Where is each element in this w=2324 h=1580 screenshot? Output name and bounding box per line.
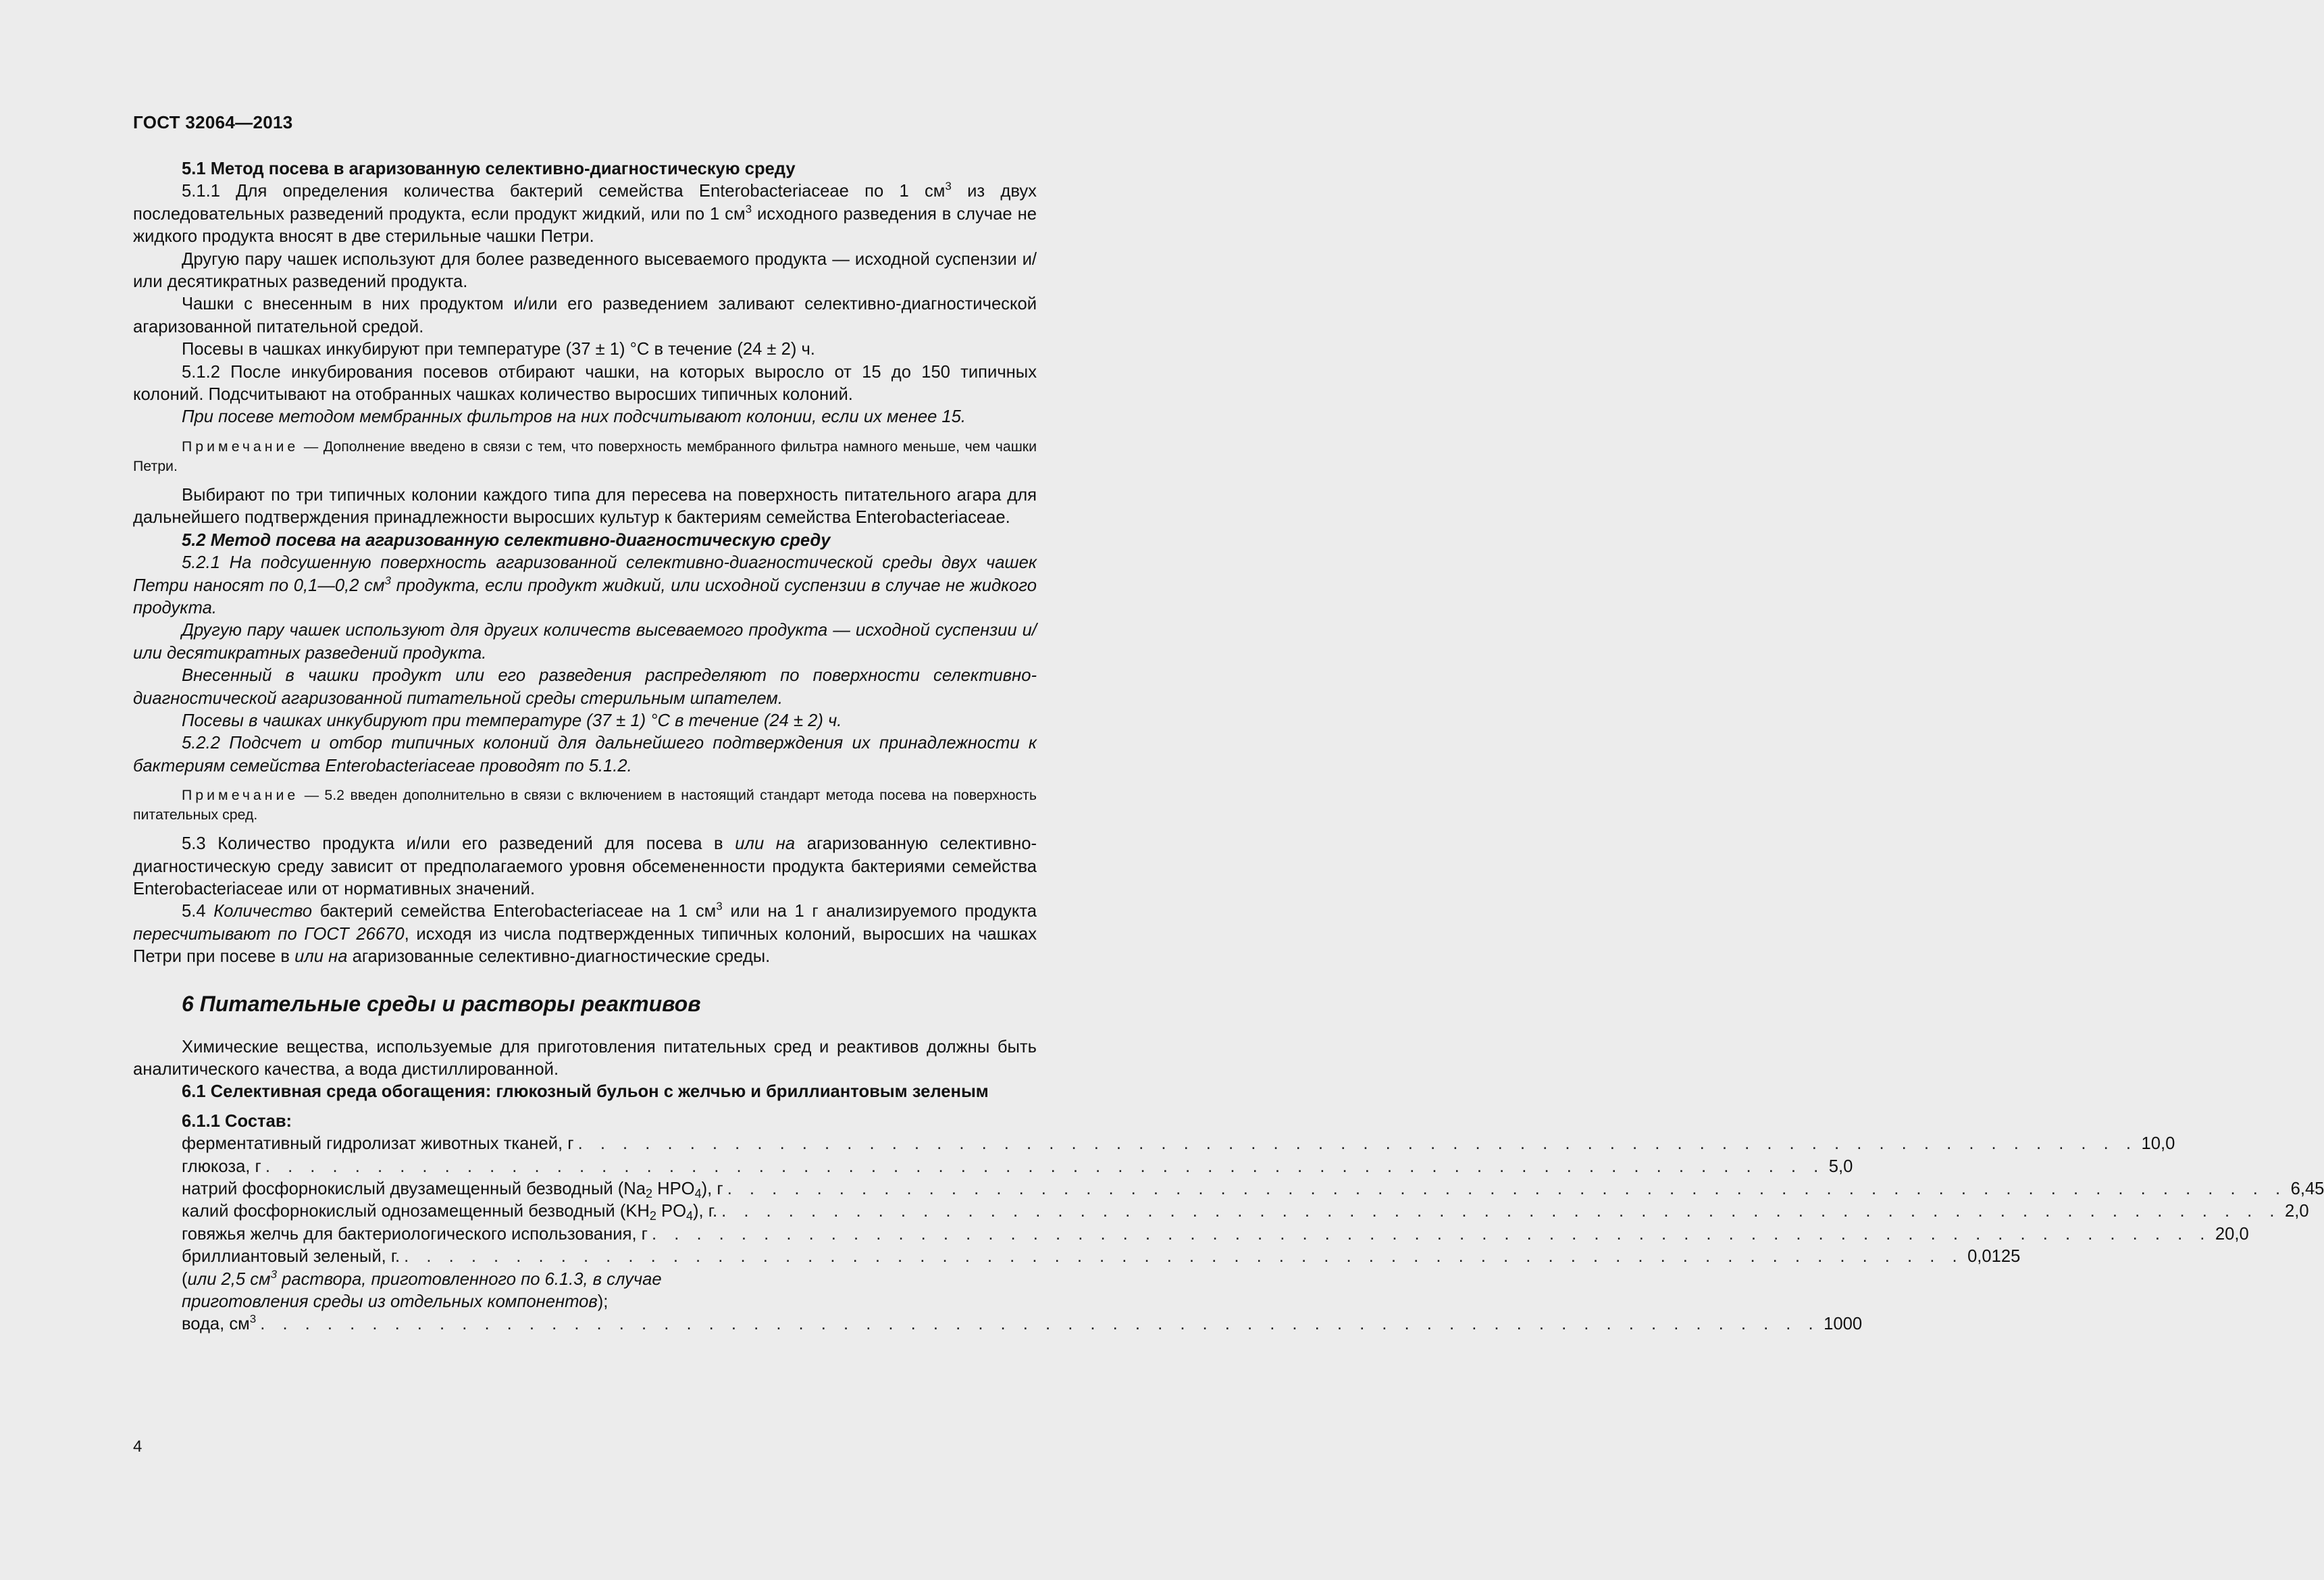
paragraph-5-2-1-c: Внесенный в чашки продукт или его разведения распределяют по поверхности селективно-диагностической агаризованной питательной среды стерильным шпателем. — [133, 666, 1037, 708]
list-item: бриллиантовый зеленый, г. . . . . . . . . . . . . . . . . . . . . . . . . . . . . . . . . . . . . . . . . . . . . . . . . . . . . . . . . . . . . . . . . . . . . . . 0,0125 — [182, 1247, 2021, 1267]
list-note-cont: приготовления среды из отдельных компонентов); — [182, 1292, 609, 1311]
paragraph-5-1-1: 5.1.1 Для определения количества бактерий семейства Enterobacteriaceae по 1 $см^3$ из двух последовательных разведений продукта, если продукт жидкий, или по 1 $см^3$ исходного разведения в случае не жидкого продукта вносят в две стерильные чашки Петри. — [133, 180, 1037, 247]
section-5-1-heading: 5.1 Метод посева в агаризованную селективно-диагностическую среду — [182, 159, 796, 178]
paragraph-5-1-1-d: Посевы в чашках инкубируют при температуре (37 ± 1) °С в течение (24 ± 2) ч. — [182, 340, 815, 359]
paragraph-5-1-2-b: Выбирают по три типичных колонии каждого типа для пересева на поверхность питательного агара для дальнейшего подтверждения принадлежности выросших культур к бактериям семейства Enterobacteriaceae. — [133, 485, 1037, 528]
paragraph-6-intro: Химические вещества, используемые для приготовления питательных сред и реактивов должны быть аналитического качества, а вода дистиллированной. — [133, 1037, 1037, 1079]
note-1: Примечание — Дополнение введено в связи с тем, что поверхность мембранного фильтра намного меньше, чем чашки Петри. — [133, 438, 1037, 474]
list-item: глюкоза, г . . . . . . . . . . . . . . . . . . . . . . . . . . . . . . . . . . . . . . . . . . . . . . . . . . . . . . . . . . . . . . . . . . . . . . 5,0 — [182, 1156, 1853, 1176]
list-item: ферментативный гидролизат животных тканей, г . . . . . . . . . . . . . . . . . . . . . . . . . . . . . . . . . . . . . . . . . . . . . . . . . . . . . . . . . . . . . . . . . . . . . . 10,0 — [182, 1134, 2175, 1154]
document-header: ГОСТ 32064—2013 — [133, 112, 293, 132]
list-item: вода, $см^3$ . . . . . . . . . . . . . . . . . . . . . . . . . . . . . . . . . . . . . . . . . . . . . . . . . . . . . . . . . . . . . . . . . . . . . . 1000 — [182, 1313, 1863, 1334]
document-body — [133, 158, 2324, 1336]
section-6-1-heading: 6.1 Селективная среда обогащения: глюкозный бульон с желчью и бриллиантовым зеленым — [182, 1082, 989, 1102]
list-item: калий фосфорнокислый однозамещенный безводный ($KH_2$ $PO_4$), г. . . . . . . . . . . . . . . . . . . . . . . . . . . . . . . . . . . . . . . . . . . . . . . . . . . . . . . . . . . . . . . . . . . . . . . 2,0 — [182, 1202, 2309, 1223]
note-2: Примечание — 5.2 введен дополнительно в связи с включением в настоящий стандарт метода посева на поверхность питательных сред. — [133, 787, 1037, 823]
section-5-2-heading: 5.2 Метод посева на агаризованную селективно-диагностическую среду — [182, 530, 831, 550]
note-1-label: Примечание — [182, 438, 299, 455]
section-6-heading: 6 Питательные среды и растворы реактивов — [182, 991, 701, 1016]
section-6-1-1-heading: 6.1.1 Состав: — [182, 1111, 292, 1131]
composition-list — [182, 1133, 2324, 1336]
paragraph-5-4: 5.4 Количество бактерий семейства Enterobacteriaceae на 1 $см^3$ или на 1 г анализируемого продукта пересчитывают по ГОСТ 26670, исходя из числа подтвержденных типичных колоний, выросших на чашках Петри при посеве в или на агаризованные селективно-диагностические среды. — [133, 900, 1037, 967]
list-note: (или 2,5 $см^3$ раствора, приготовленного по 6.1.3, в случае — [182, 1267, 662, 1289]
note-2-label: Примечание — [182, 787, 299, 804]
page-number: 4 — [133, 1437, 143, 1456]
list-item: говяжья желчь для бактериологического использования, г . . . . . . . . . . . . . . . . . . . . . . . . . . . . . . . . . . . . . . . . . . . . . . . . . . . . . . . . . . . . . . . . . . . . . . 20,0 — [182, 1224, 2249, 1244]
paragraph-5-1-1-c: Чашки с внесенным в них продуктом и/или его разведением заливают селективно-диагностической агаризованной питательной средой. — [133, 295, 1037, 336]
paragraph-5-1-1-b: Другую пару чашек используют для более разведенного высеваемого продукта — исходной суспензии и/или десятикратных разведений продукта. — [133, 249, 1037, 292]
list-item: натрий фосфорнокислый двузамещенный безводный ($Na_2$ $HPO_4$), г . . . . . . . . . . . . . . . . . . . . . . . . . . . . . . . . . . . . . . . . . . . . . . . . . . . . . . . . . . . . . . . . . . . . . . 6,45 — [182, 1179, 2324, 1200]
paragraph-5-1-2-italic: При посеве методом мембранных фильтров на них подсчитывают колонии, если их менее 15. — [182, 407, 966, 427]
paragraph-5-2-1: 5.2.1 На подсушенную поверхность агаризованной селективно-диагностической среды двух чашек Петри наносят по 0,1—0,2 $см^3$ продукта, если продукт жидкий, или исходной суспензии в случае не жидкого продукта. — [133, 553, 1037, 617]
paragraph-5-1-2: 5.1.2 После инкубирования посевов отбирают чашки, на которых выросло от 15 до 150 типичных колоний. Подсчитывают на отобранных чашках количество выросших типичных колоний. — [133, 362, 1037, 405]
paragraph-5-3: 5.3 Количество продукта и/или его разведений для посева в или на агаризованную селективно-диагностическую среду зависит от предполагаемого уровня обсемененности продукта бактериями семейства Enterobacteriaceae или от нормативных значений. — [133, 834, 1037, 898]
paragraph-5-2-1-d: Посевы в чашках инкубируют при температуре (37 ± 1) °С в течение (24 ± 2) ч. — [182, 711, 842, 730]
paragraph-5-2-2: 5.2.2 Подсчет и отбор типичных колоний для дальнейшего подтверждения их принадлежности к бактериям семейства Enterobacteriaceae проводят по 5.1.2. — [133, 734, 1037, 775]
paragraph-5-2-1-b: Другую пару чашек используют для других количеств высеваемого продукта — исходной суспензии и/или десятикратных разведений продукта. — [133, 621, 1037, 663]
